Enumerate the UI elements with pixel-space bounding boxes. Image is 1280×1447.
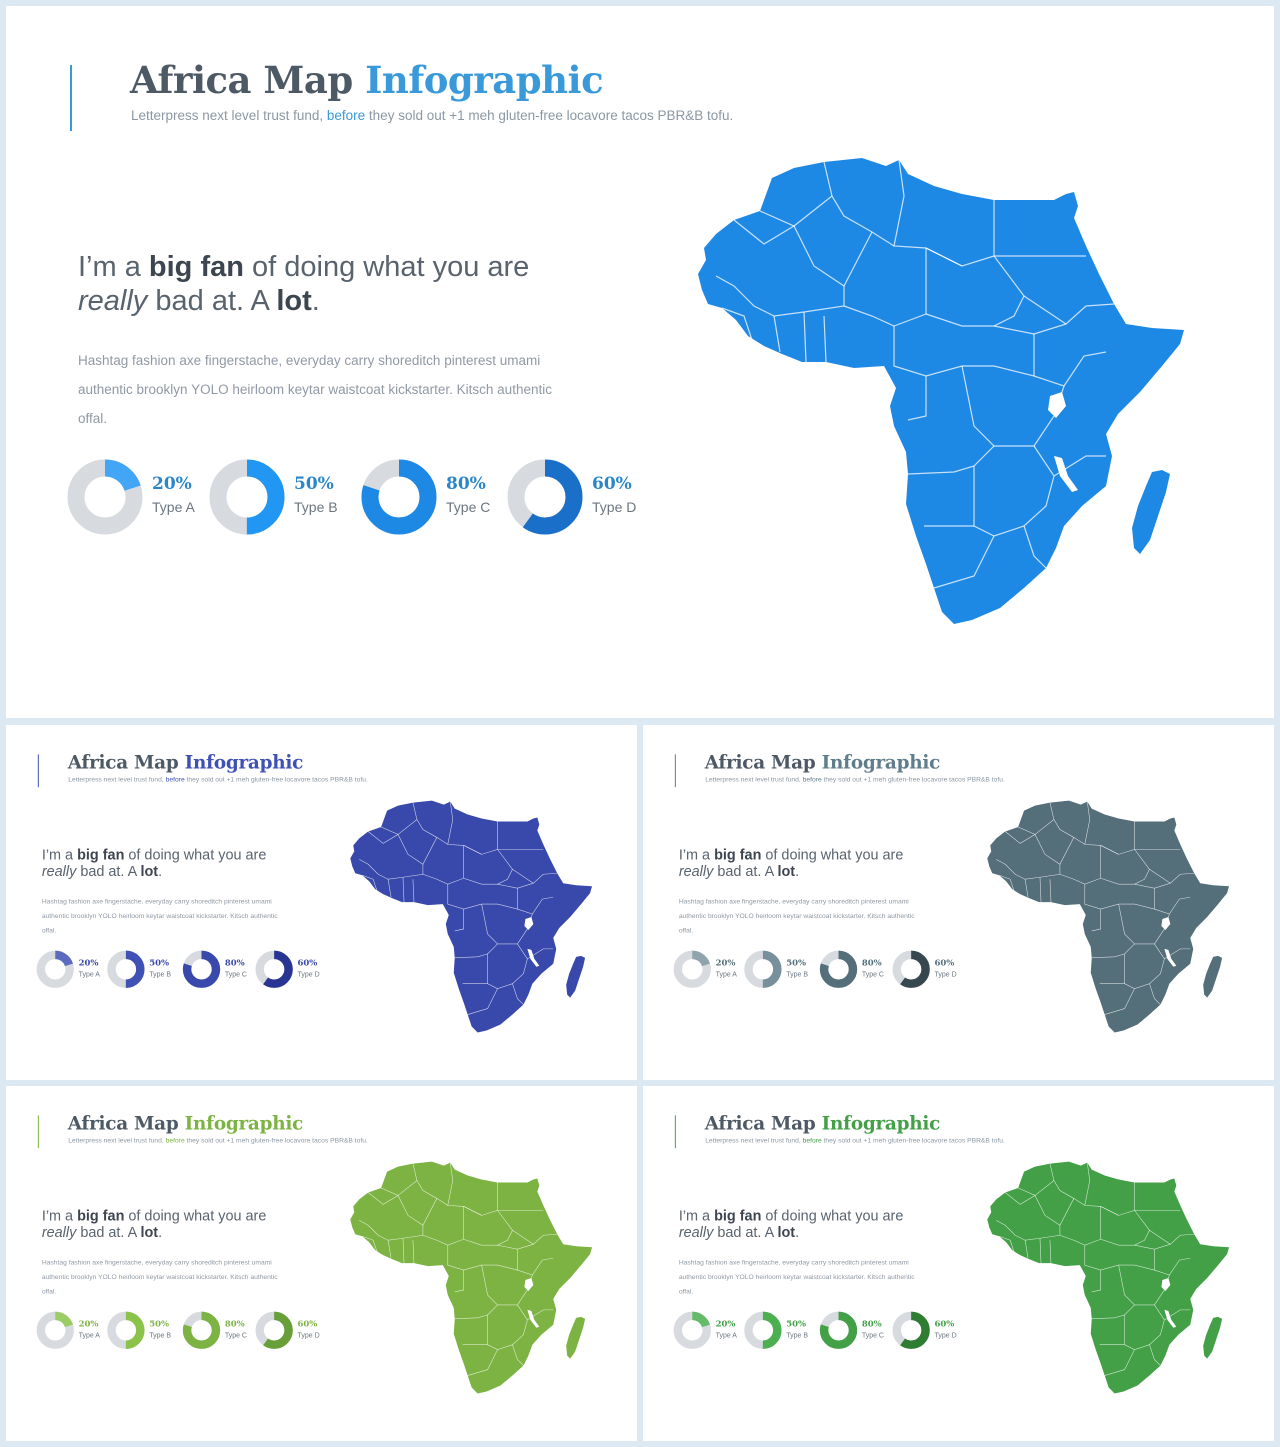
quote-heading: [78, 250, 529, 318]
quote-part: I’m a: [678, 1207, 711, 1224]
donut-stat: [892, 949, 972, 994]
donut-type-label: Type B: [786, 1331, 808, 1340]
donut-percent: 80%: [224, 957, 245, 968]
donut-ring: [892, 950, 931, 989]
quote-heading: [42, 846, 267, 880]
title-divider-accent: [675, 1115, 676, 1148]
slide-blue: [6, 6, 1274, 718]
subtitle-accent: before: [165, 1136, 185, 1145]
donut-type-label: Type D: [934, 970, 957, 979]
donut-stats: [36, 949, 335, 994]
body-paragraph: Hashtag fashion axe fingerstache, everyday carry shoreditch pinterest umami authentic brooklyn YOLO heirloom keytar waistcoat kickstarter. Kitsch authentic offal.: [78, 353, 552, 426]
subtitle-accent: before: [802, 1136, 822, 1145]
subtitle-pre: Letterpress next level trust fund,: [705, 775, 801, 784]
slide-subtitle: [68, 776, 368, 783]
donut-stat: [106, 1310, 186, 1355]
quote-italic: really: [678, 863, 714, 880]
donut-ring: [36, 1311, 75, 1350]
quote-part: .: [795, 1224, 800, 1241]
donut-type-label: Type C: [861, 970, 884, 979]
slide-content: [643, 725, 1274, 1079]
subtitle-pre: Letterpress next level trust fund,: [68, 1136, 164, 1145]
africa-map: [348, 1161, 597, 1397]
title-accent: Infographic: [184, 1111, 304, 1134]
donut-type-label: Type A: [715, 1331, 737, 1340]
donut-ring: [743, 1311, 782, 1350]
quote-part: I’m a: [41, 1207, 74, 1224]
donut-stat: [182, 1310, 262, 1355]
donut-percent: 50%: [149, 957, 170, 968]
donut-percent: 60%: [934, 957, 955, 968]
quote-italic: really: [41, 863, 77, 880]
quote-bold: big fan: [714, 846, 762, 863]
donut-ring: [819, 1311, 858, 1350]
body-paragraph: Hashtag fashion axe fingerstache, everyday carry shoreditch pinterest umami authentic brooklyn YOLO heirloom keytar waistcoat kickstarter. Kitsch authentic offal.: [41, 1258, 278, 1295]
donut-ring: [106, 950, 145, 989]
title-plain: Africa Map: [67, 750, 179, 773]
subtitle-pre: Letterpress next level trust fund,: [131, 108, 324, 123]
slide-slate: [643, 725, 1274, 1080]
quote-italic: really: [41, 1224, 77, 1241]
donut-ring: [506, 458, 584, 536]
donut-ring: [819, 950, 858, 989]
donut-stat: [208, 456, 368, 546]
donut-percent: 60%: [297, 957, 318, 968]
quote-part: .: [158, 863, 163, 880]
title-plain: Africa Map: [704, 1111, 816, 1134]
quote-heading: [679, 1207, 904, 1241]
slide-subtitle: [68, 1137, 368, 1144]
donut-stat: [36, 949, 116, 994]
quote-part: bad at. A: [717, 1224, 774, 1241]
donut-stats: [66, 456, 666, 546]
slide-content: [643, 1086, 1274, 1440]
quote-part: of doing what you are: [128, 1207, 267, 1224]
slide-lime: [6, 1086, 637, 1441]
slide-content: [6, 6, 1274, 718]
quote-part: .: [158, 1224, 163, 1241]
donut-percent: 20%: [715, 1318, 736, 1329]
donut-type-label: Type D: [297, 1331, 320, 1340]
quote-italic: really: [78, 285, 148, 317]
quote-bold: big fan: [77, 846, 125, 863]
body-paragraph: Hashtag fashion axe fingerstache, everyday carry shoreditch pinterest umami authentic brooklyn YOLO heirloom keytar waistcoat kickstarter. Kitsch authentic offal.: [678, 1258, 915, 1295]
donut-ring: [182, 950, 221, 989]
quote-part: bad at. A: [717, 863, 774, 880]
donut-ring: [673, 1311, 712, 1350]
quote-part: I’m a: [41, 846, 74, 863]
donut-percent: 60%: [297, 1318, 318, 1329]
quote-part: bad at. A: [80, 1224, 137, 1241]
donut-stat: [255, 1310, 335, 1355]
donut-type-label: Type B: [149, 970, 171, 979]
donut-type-label: Type A: [78, 970, 100, 979]
donut-percent: 80%: [446, 474, 486, 494]
title-divider-accent: [70, 65, 72, 131]
donut-type-label: Type B: [149, 1331, 171, 1340]
donut-type-label: Type D: [934, 1331, 957, 1340]
donut-type-label: Type B: [786, 970, 808, 979]
donut-type-label: Type B: [294, 499, 338, 515]
slide-green: [643, 1086, 1274, 1441]
quote-bold: lot: [276, 285, 312, 317]
donut-type-label: Type A: [78, 1331, 100, 1340]
slide-title: [68, 1112, 303, 1134]
africa-map: [694, 156, 1194, 631]
quote-part: of doing what you are: [252, 251, 530, 283]
quote-part: I’m a: [78, 251, 141, 283]
slide-subtitle: [705, 1137, 1005, 1144]
slide-content: [6, 725, 637, 1079]
donut-stat: [36, 1310, 116, 1355]
title-plain: Africa Map: [130, 58, 353, 102]
subtitle-post: they sold out +1 meh gluten-free locavore tacos PBR&B tofu.: [186, 1136, 368, 1145]
donut-stats: [673, 949, 972, 994]
donut-ring: [673, 950, 712, 989]
donut-percent: 20%: [152, 474, 192, 494]
subtitle-post: they sold out +1 meh gluten-free locavore tacos PBR&B tofu.: [186, 775, 368, 784]
quote-heading: [42, 1207, 267, 1241]
donut-type-label: Type A: [152, 499, 195, 515]
donut-stat: [255, 949, 335, 994]
donut-ring: [182, 1311, 221, 1350]
subtitle-pre: Letterpress next level trust fund,: [705, 1136, 801, 1145]
quote-bold: lot: [777, 1224, 796, 1241]
donut-stat: [819, 949, 899, 994]
slide-subtitle: [705, 776, 1005, 783]
title-divider-accent: [38, 1115, 39, 1148]
donut-ring: [892, 1311, 931, 1350]
donut-type-label: Type C: [224, 1331, 247, 1340]
title-plain: Africa Map: [67, 1111, 179, 1134]
donut-ring: [743, 950, 782, 989]
donut-type-label: Type D: [592, 499, 637, 515]
title-divider: [70, 9, 72, 131]
donut-ring: [36, 950, 75, 989]
title-divider: [38, 726, 39, 787]
donut-type-label: Type C: [861, 1331, 884, 1340]
quote-bold: lot: [140, 863, 159, 880]
slide-title: [68, 751, 303, 773]
title-divider: [38, 1087, 39, 1148]
donut-percent: 60%: [592, 474, 632, 494]
quote-bold: lot: [777, 863, 796, 880]
quote-bold: big fan: [77, 1207, 125, 1224]
body-paragraph: Hashtag fashion axe fingerstache, everyday carry shoreditch pinterest umami authentic brooklyn YOLO heirloom keytar waistcoat kickstarter. Kitsch authentic offal.: [41, 897, 278, 934]
africa-map: [985, 1161, 1234, 1397]
donut-ring: [66, 458, 144, 536]
quote-bold: lot: [140, 1224, 159, 1241]
donut-stat: [673, 1310, 753, 1355]
donut-stat: [360, 456, 520, 546]
quote-part: of doing what you are: [765, 846, 904, 863]
body-paragraph: Hashtag fashion axe fingerstache, everyday carry shoreditch pinterest umami authentic brooklyn YOLO heirloom keytar waistcoat kickstarter. Kitsch authentic offal.: [678, 897, 915, 934]
donut-ring: [255, 950, 294, 989]
title-divider-accent: [675, 754, 676, 787]
donut-percent: 80%: [224, 1318, 245, 1329]
donut-percent: 50%: [786, 1318, 807, 1329]
donut-type-label: Type D: [297, 970, 320, 979]
title-accent: Infographic: [821, 1111, 941, 1134]
subtitle-post: they sold out +1 meh gluten-free locavore tacos PBR&B tofu.: [823, 775, 1005, 784]
title-accent: Infographic: [821, 750, 941, 773]
subtitle-accent: before: [326, 108, 366, 123]
quote-bold: big fan: [148, 251, 244, 283]
donut-stat: [673, 949, 753, 994]
donut-type-label: Type C: [446, 499, 491, 515]
quote-part: of doing what you are: [128, 846, 267, 863]
title-accent: Infographic: [365, 58, 604, 102]
donut-percent: 80%: [861, 1318, 882, 1329]
quote-part: bad at. A: [155, 285, 269, 317]
quote-part: .: [795, 863, 800, 880]
donut-ring: [255, 1311, 294, 1350]
slide-content: [6, 1086, 637, 1440]
title-divider: [675, 726, 676, 787]
quote-heading: [679, 846, 904, 880]
slide-title: [130, 58, 603, 102]
donut-stat: [743, 1310, 823, 1355]
donut-ring: [360, 458, 438, 536]
donut-percent: 50%: [149, 1318, 170, 1329]
quote-part: of doing what you are: [765, 1207, 904, 1224]
donut-percent: 20%: [78, 957, 99, 968]
donut-type-label: Type A: [715, 970, 737, 979]
donut-stat: [819, 1310, 899, 1355]
donut-stats: [673, 1310, 972, 1355]
quote-part: .: [311, 285, 320, 317]
donut-percent: 20%: [78, 1318, 99, 1329]
subtitle-accent: before: [165, 775, 185, 784]
donut-percent: 60%: [934, 1318, 955, 1329]
donut-ring: [106, 1311, 145, 1350]
africa-map: [348, 800, 597, 1036]
quote-italic: really: [678, 1224, 714, 1241]
donut-stats: [36, 1310, 335, 1355]
slide-title: [705, 1112, 940, 1134]
donut-stat: [106, 949, 186, 994]
donut-percent: 50%: [786, 957, 807, 968]
donut-stat: [743, 949, 823, 994]
title-divider: [675, 1087, 676, 1148]
donut-stat: [182, 949, 262, 994]
subtitle-post: they sold out +1 meh gluten-free locavore tacos PBR&B tofu.: [823, 1136, 1005, 1145]
quote-bold: big fan: [714, 1207, 762, 1224]
quote-part: I’m a: [678, 846, 711, 863]
quote-part: bad at. A: [80, 863, 137, 880]
title-accent: Infographic: [184, 750, 304, 773]
donut-stat: [506, 456, 666, 546]
donut-type-label: Type C: [224, 970, 247, 979]
slide-title: [705, 751, 940, 773]
donut-percent: 80%: [861, 957, 882, 968]
title-divider-accent: [38, 754, 39, 787]
donut-percent: 20%: [715, 957, 736, 968]
slide-indigo: [6, 725, 637, 1080]
donut-percent: 50%: [294, 474, 334, 494]
donut-ring: [208, 458, 286, 536]
subtitle-pre: Letterpress next level trust fund,: [68, 775, 164, 784]
title-plain: Africa Map: [704, 750, 816, 773]
africa-map: [985, 800, 1234, 1036]
slide-subtitle: [131, 108, 733, 123]
donut-stat: [892, 1310, 972, 1355]
subtitle-post: they sold out +1 meh gluten-free locavore tacos PBR&B tofu.: [368, 108, 734, 123]
subtitle-accent: before: [802, 775, 822, 784]
donut-stat: [66, 456, 226, 546]
